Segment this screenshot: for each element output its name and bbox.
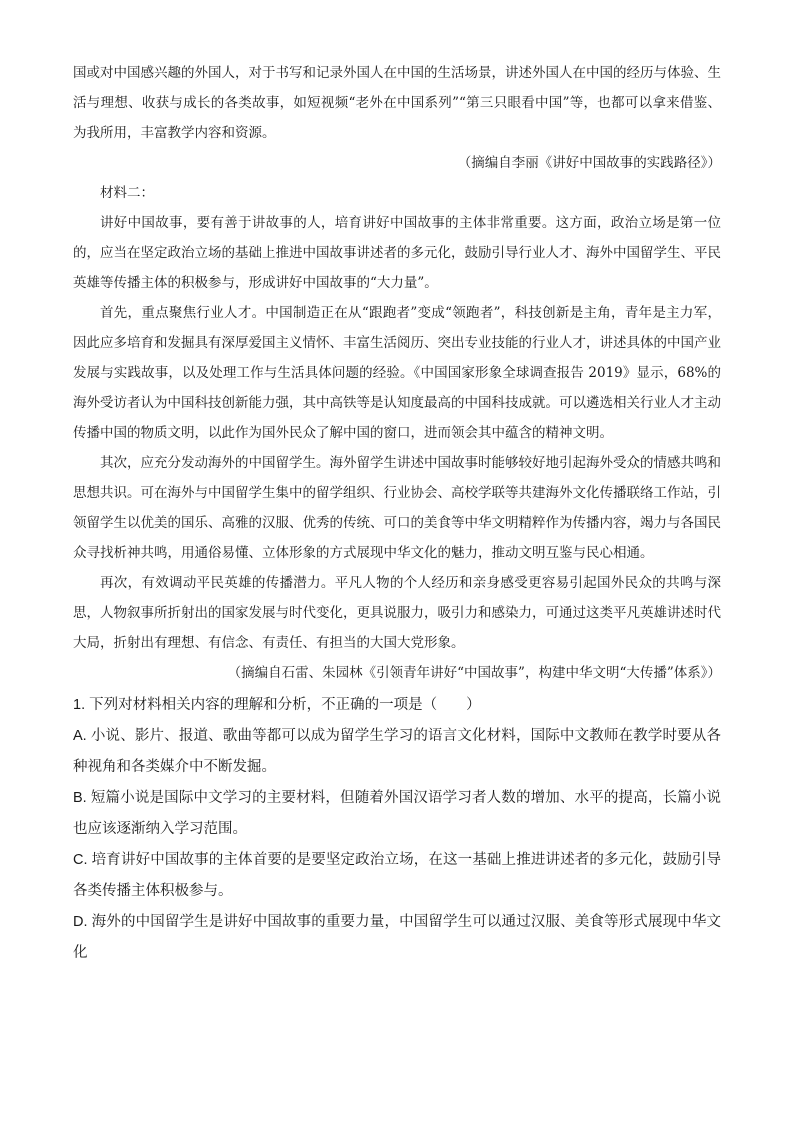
material2-paragraph: 其次，应充分发动海外的中国留学生。海外留学生讲述中国故事时能够较好地引起海外受众的情感共鸣和思想共识。可在海外与中国留学生集中的留学组织、行业协会、高校学联等共建海外文化传播联络工作站，引领留学生以优美的国乐、高雅的汉服、优秀的传统、可口的美食等中华文明精粹作为传播内容，竭力与各国民众寻找析神共鸣，用通俗易懂、立体形象的方式展现中华文化的魅力，推动文明互鉴与民心相通。 [73, 455, 721, 561]
option-c: C. 培育讲好中国故事的主体首要的是要坚定政治立场，在这一基础上推进讲述者的多元化，鼓励引导各类传播主体积极参与。 [73, 852, 721, 899]
material2-paragraph: 讲好中国故事，要有善于讲故事的人，培育讲好中国故事的主体非常重要。这方面，政治立场是第一位的，应当在坚定政治立场的基础上推进中国故事讲述者的多元化，鼓励引导行业人才、海外中国留学生、平民英雄等传播主体的积极参与，形成讲好中国故事的“大力量”。 [73, 215, 721, 291]
material1-source: （摘编自李丽《讲好中国故事的实践路径》） [457, 155, 721, 171]
document-page [73, 58, 721, 969]
material2-label: 材料二： [100, 185, 154, 201]
option-a: A. 小说、影片、报道、歌曲等都可以成为留学生学习的语言文化材料，国际中文教师在教学时要从各种视角和各类媒介中不断发掘。 [73, 728, 721, 775]
material2-source: （摘编自石雷、朱园林《引领青年讲好“中国故事”，构建中华文明“大传播”体系》） [227, 665, 721, 681]
material2-paragraph: 再次，有效调动平民英雄的传播潜力。平凡人物的个人经历和亲身感受更容易引起国外民众的共鸣与深思，人物叙事所折射出的国家发展与时代变化，更具说服力，吸引力和感染力，可通过这类平凡英雄讲述时代大局，折射出有理想、有信念、有责任、有担当的大国大党形象。 [73, 575, 721, 651]
question-1 [73, 690, 721, 969]
question-stem: 1. 下列对材料相关内容的理解和分析，不正确的一项是（ ） [73, 697, 481, 713]
option-b: B. 短篇小说是国际中文学习的主要材料，但随着外国汉语学习者人数的增加、水平的提高，长篇小说也应该逐渐纳入学习范围。 [73, 790, 721, 837]
material1-tail-paragraph: 国或对中国感兴趣的外国人，对于书写和记录外国人在中国的生活场景，讲述外国人在中国的经历与体验、生活与理想、收获与成长的各类故事，如短视频“老外在中国系列”“第三只眼看中国”等，也都可以拿来借鉴、为我所用，丰富教学内容和资源。 [73, 65, 721, 141]
material2-paragraph: 首先，重点聚焦行业人才。中国制造正在从“跟跑者”变成“领跑者”，科技创新是主角，青年是主力军，因此应多培育和发掘具有深厚爱国主义情怀、丰富生活阅历、突出专业技能的行业人才，讲述具体的中国产业发展与实践故事，以及处理工作与生活具体问题的经验。《中国国家形象全球调查报告 2019》显示，68%的海外受访者认为中国科技创新能力强，其中高铁等是认知度最高的中国科技成就。可以遴选相关行业人才主动传播中国的物质文明，以此作为国外民众了解中国的窗口，进而领会其中蕴含的精神文明。 [73, 305, 721, 441]
option-d: D. 海外的中国留学生是讲好中国故事的重要力量，中国留学生可以通过汉服、美食等形式展现中华文化 [73, 914, 721, 961]
